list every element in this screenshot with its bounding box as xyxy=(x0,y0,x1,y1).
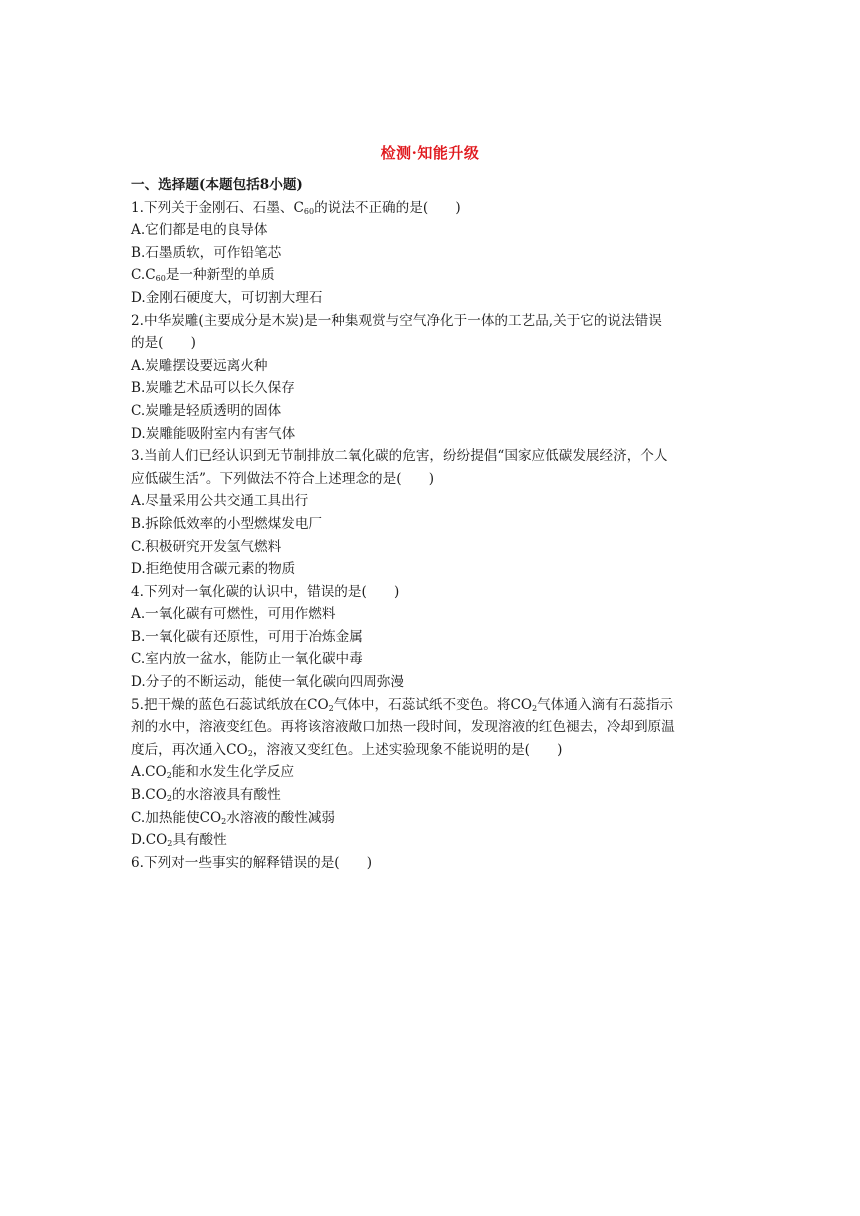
question-1-option-a: A.它们都是电的良导体 xyxy=(131,222,268,239)
question-2-option-c: C.炭雕是轻质透明的固体 xyxy=(131,402,282,419)
question-1-stem: 1.下列关于金刚石、石墨、$C_{60}$的说法不正确的是( ) xyxy=(131,199,461,216)
question-5-option-c: C.加热能使$CO_2$水溶液的酸性减弱 xyxy=(131,809,336,826)
question-4-option-a: A.一氧化碳有可燃性，可用作燃料 xyxy=(131,606,336,623)
question-2-stem-line-2: 的是( ) xyxy=(131,335,196,352)
question-4-option-d: D.分子的不断运动，能使一氧化碳向四周弥漫 xyxy=(131,674,405,691)
section-heading: 一、选择题(本题包括8小题) xyxy=(131,177,303,193)
question-3-option-c: C.积极研究开发氢气燃料 xyxy=(131,538,282,555)
page-title: 检测·知能升级 xyxy=(380,144,480,162)
question-2-option-a: A.炭雕摆设要远离火种 xyxy=(131,357,268,374)
question-2-option-b: B.炭雕艺术品可以长久保存 xyxy=(131,380,295,397)
question-3-option-b: B.拆除低效率的小型燃煤发电厂 xyxy=(131,515,323,532)
question-3-stem-line-1: 3.当前人们已经认识到无节制排放二氧化碳的危害，纷纷提倡“国家应低碳发展经济，个人 xyxy=(131,448,668,465)
question-1-option-b: B.石墨质软，可作铅笔芯 xyxy=(131,244,282,261)
question-3-option-d: D.拒绝使用含碳元素的物质 xyxy=(131,561,296,578)
question-4-option-b: B.一氧化碳有还原性，可用于冶炼金属 xyxy=(131,628,363,645)
question-5-option-a: $A.CO_2$能和水发生化学反应 xyxy=(131,764,295,781)
question-5-stem-line-2: 剂的水中，溶液变红色。再将该溶液敞口加热一段时间，发现溶液的红色褪去，冷却到原温 xyxy=(131,719,675,736)
question-5-stem-line-1: 5.把干燥的蓝色石蕊试纸放在$CO_2$气体中，石蕊试纸不变色。将$CO_2$气体通入滴有石蕊指示 xyxy=(131,696,674,713)
question-2-option-d: D.炭雕能吸附室内有害气体 xyxy=(131,425,296,442)
question-5-option-b: $B.CO_2$的水溶液具有酸性 xyxy=(131,787,281,804)
question-3-option-a: A.尽量采用公共交通工具出行 xyxy=(131,493,309,510)
question-3-stem-line-2: 应低碳生活”。下列做法不符合上述理念的是( ) xyxy=(131,470,435,487)
question-1-option-c: $C.C_{60}$是一种新型的单质 xyxy=(131,267,275,284)
question-2-stem-line-1: 2.中华炭雕(主要成分是木炭)是一种集观赏与空气净化于一体的工艺品,关于它的说法错误 xyxy=(131,312,662,329)
question-4-stem: 4.下列对一氧化碳的认识中，错误的是( ) xyxy=(131,583,400,600)
question-1-option-d: D.金刚石硬度大，可切割大理石 xyxy=(131,289,323,306)
question-6-stem: 6.下列对一些事实的解释错误的是( ) xyxy=(131,854,373,871)
question-5-option-d: $D.CO_2$具有酸性 xyxy=(131,832,227,849)
question-4-option-c: C.室内放一盆水，能防止一氧化碳中毒 xyxy=(131,651,363,668)
question-content xyxy=(131,174,731,874)
question-5-stem-line-3: 度后，再次通入$CO_2$，溶液又变红色。上述实验现象不能说明的是( ) xyxy=(131,741,563,758)
